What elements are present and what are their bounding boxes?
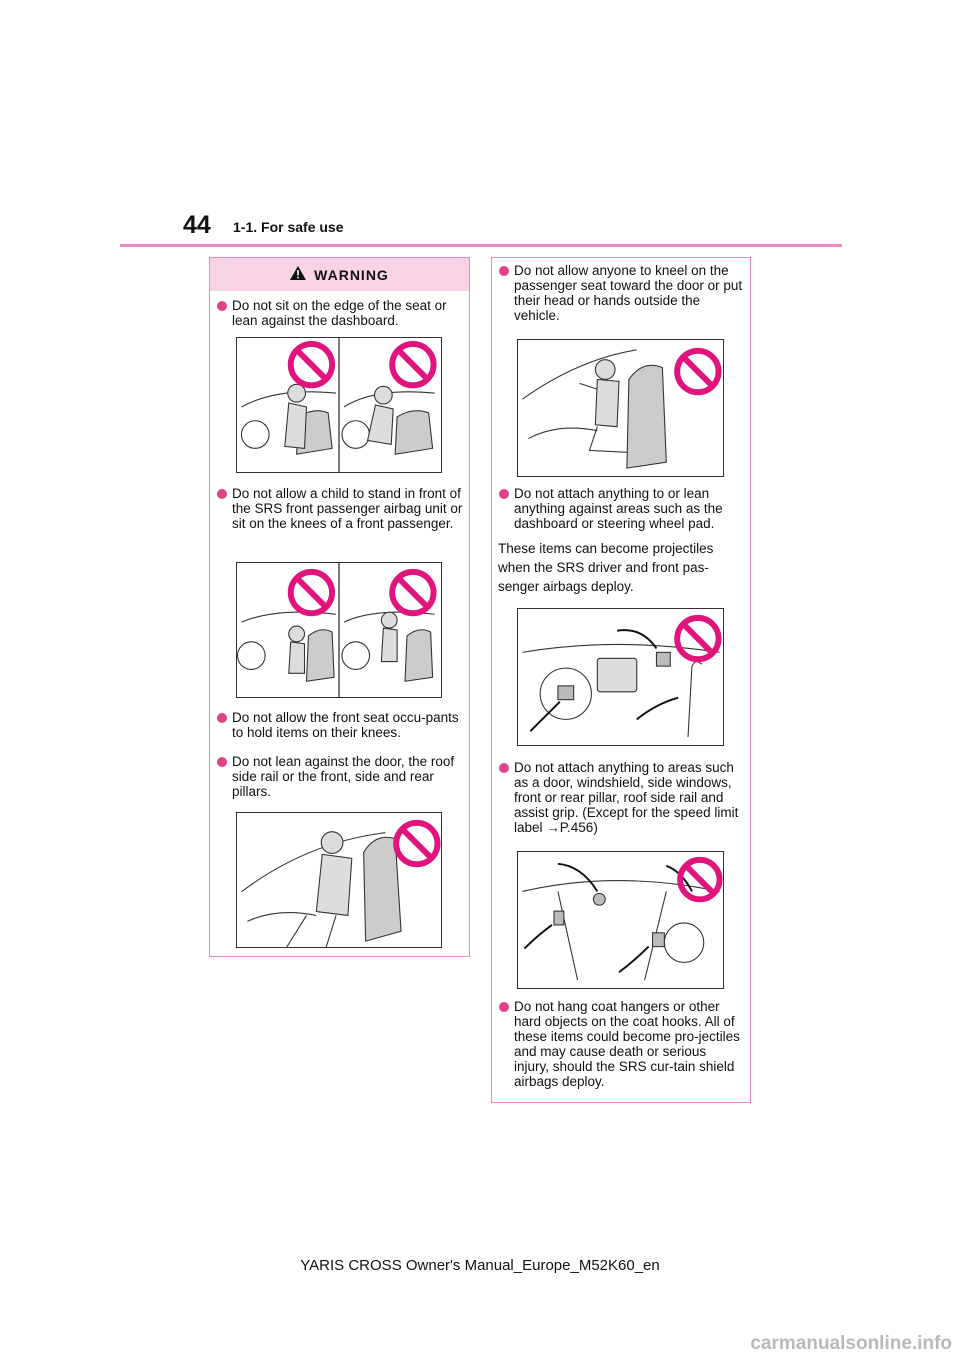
warning-box-left — [209, 257, 470, 957]
bullet-icon — [217, 757, 227, 767]
warning-item — [499, 263, 744, 323]
bullet-icon — [499, 763, 509, 773]
warning-triangle-icon — [290, 266, 306, 283]
warning-item-text: Do not sit on the edge of the seat or lean against the dashboard. — [232, 298, 447, 328]
warning-item-text: Do not lean against the door, the roof side rail or the front, side and rear pillars. — [232, 754, 455, 799]
warning-box-right — [491, 257, 751, 1103]
illustration-lean-door — [236, 812, 442, 948]
warning-item-text: Do not hang coat hangers or other hard objects on the coat hooks. All of these items could become pro-jectiles and may cause death or serious injury, should the SRS cur-tain shield airbags deploy. — [514, 999, 740, 1089]
bullet-icon — [499, 266, 509, 276]
warning-item-text: Do not attach anything to areas such as a door, windshield, side windows, front or rear pillar, roof side rail and assist grip. (Except for the speed limit label →P.456) — [514, 760, 739, 835]
warning-item — [499, 760, 744, 835]
warning-item — [217, 710, 463, 740]
warning-item — [217, 298, 463, 328]
warning-paragraph: These items can become projectiles when the SRS driver and front pas-senger airbags deploy. — [498, 541, 714, 594]
page-number: 44 — [183, 211, 211, 239]
illustration-child-standing — [236, 562, 442, 698]
bullet-icon — [217, 489, 227, 499]
illustration-dashboard-items — [517, 608, 724, 746]
bullet-icon — [499, 489, 509, 499]
warning-item — [499, 999, 744, 1089]
bullet-icon — [499, 1002, 509, 1012]
warning-item — [499, 486, 744, 531]
bullet-icon — [217, 301, 227, 311]
illustration-kneeling-passenger — [517, 339, 724, 477]
section-title: 1-1. For safe use — [233, 219, 344, 235]
warning-item-text: Do not allow a child to stand in front of the SRS front passenger airbag unit or sit on the knees of a front passenger. — [232, 486, 463, 531]
illustration-seat-edge — [236, 337, 442, 473]
bullet-icon — [217, 713, 227, 723]
warning-item-text: Do not allow the front seat occu-pants to hold items on their knees. — [232, 710, 459, 740]
watermark: carmanualsonline.info — [750, 1333, 952, 1354]
warning-item — [217, 754, 463, 799]
warning-header — [210, 258, 469, 291]
warning-item-text: Do not allow anyone to kneel on the passenger seat toward the door or put their head or hands outside the vehicle. — [514, 263, 743, 323]
footer-text: YARIS CROSS Owner's Manual_Europe_M52K60_en — [300, 1257, 660, 1274]
header-rule — [120, 244, 842, 247]
warning-item-text: Do not attach anything to or lean anything against areas such as the dashboard or steering wheel pad. — [514, 486, 723, 531]
warning-title: WARNING — [314, 266, 389, 283]
warning-item — [217, 486, 463, 531]
illustration-door-pillar-items — [517, 851, 724, 989]
